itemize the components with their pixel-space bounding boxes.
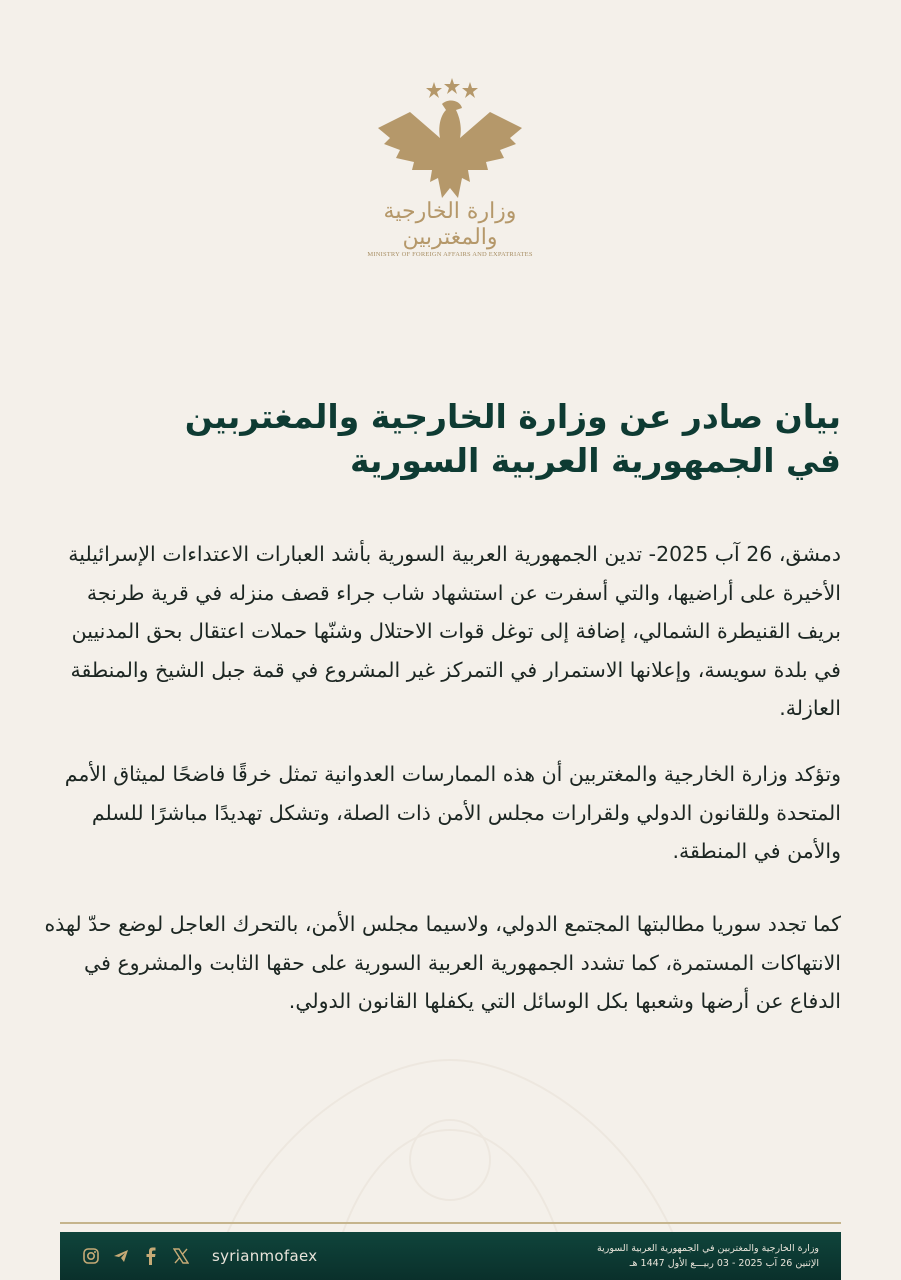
facebook-icon[interactable] xyxy=(142,1247,160,1265)
social-handle[interactable]: syrianmofaex xyxy=(212,1247,318,1265)
logo-english-name: MINISTRY OF FOREIGN AFFAIRS AND EXPATRIATES xyxy=(367,251,533,258)
x-icon[interactable] xyxy=(172,1247,190,1265)
social-links xyxy=(82,1247,317,1265)
eagle-emblem-icon xyxy=(370,78,530,203)
paragraph-3: كما تجدد سوريا مطالبتها المجتمع الدولي، ولاسيما مجلس الأمن، بالتحرك العاجل لوضع حدّ لهذه الانتهاكات المستمرة، كما تشدد الجمهورية العربية السورية على حقها الثابت والمشروع في الدفاع عن أرضها وشعبها بكل الوسائل التي يكفلها القانون الدولي. xyxy=(44,912,841,1013)
logo-arabic-name: وزارة الخارجية والمغتربين xyxy=(383,199,517,250)
title-line-2: في الجمهورية العربية السورية xyxy=(349,441,841,480)
title-line-1: بيان صادر عن وزارة الخارجية والمغتربين xyxy=(184,397,841,436)
footer-date-line: الإثنين 26 آب 2025 - 03 ربيـــع الأول 1447 هـ xyxy=(629,1258,819,1269)
ministry-logo xyxy=(360,78,540,258)
telegram-icon[interactable] xyxy=(112,1247,130,1265)
footer-info xyxy=(597,1241,819,1271)
footer-divider xyxy=(60,1222,841,1224)
paragraph-2: وتؤكد وزارة الخارجية والمغتربين أن هذه الممارسات العدوانية تمثل خرقًا فاضحًا لميثاق الأمم المتحدة وللقانون الدولي ولقرارات مجلس الأمن ذات الصلة، وتشكل تهديدًا مباشرًا للسلم والأمن في المنطقة. xyxy=(64,762,841,863)
footer-bar xyxy=(60,1232,841,1280)
instagram-icon[interactable] xyxy=(82,1247,100,1265)
footer-ministry-line: وزارة الخارجية والمغتربين في الجمهورية العربية السورية xyxy=(597,1243,819,1254)
statement-title xyxy=(51,395,841,483)
paragraph-1: دمشق، 26 آب 2025- تدين الجمهورية العربية السورية بأشد العبارات الاعتداءات الإسرائيلية الأخيرة على أراضيها، والتي أسفرت عن استشهاد شاب جراء قصف منزله في قرية طرنجة بريف القنيطرة الشمالي، إضافة إلى توغل قوات الاحتلال وشنّها حملات اعتقال بحق المدنيين في بلدة سويسة، وإعلانها الاستمرار في التمركز غير المشروع في قمة جبل الشيخ والمنطقة العازلة. xyxy=(68,542,841,720)
